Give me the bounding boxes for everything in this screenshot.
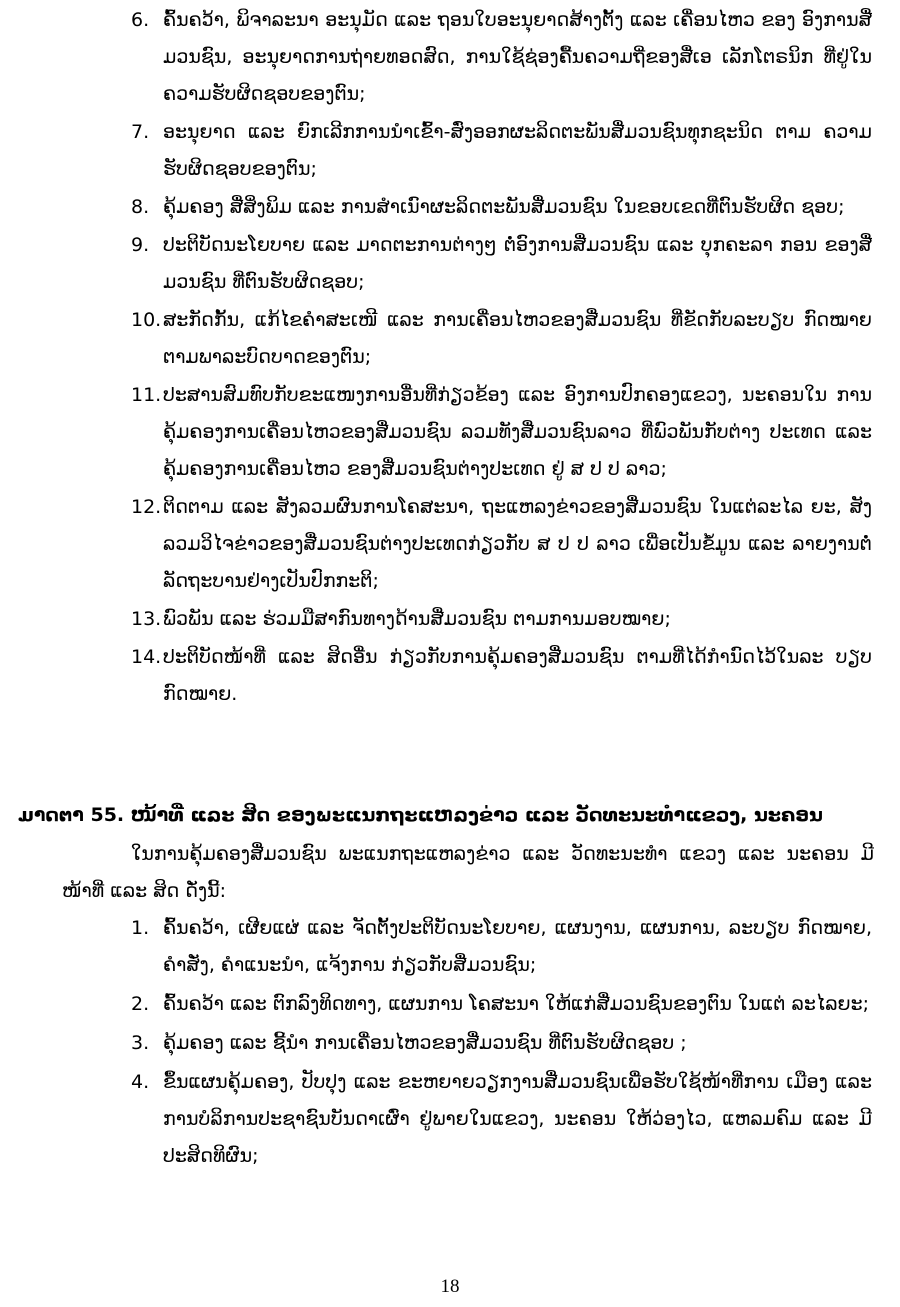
item-text: ປະຕິບັດນະໂຍບາຍ ແລະ ມາດຕະການຕ່າງໆ ຕໍ່ອົງການສື່ມວນຊົນ ແລະ ບຸກຄະລາ ກອນ ຂອງສື່ມວນຊົນ ທີ່ຕົນຮັບຜິດຊອບ; bbox=[163, 234, 872, 293]
item-number: 4. bbox=[131, 1071, 150, 1093]
item-number: 11. bbox=[131, 384, 162, 406]
list-item bbox=[0, 986, 900, 1023]
item-text: ຄົ້ນຄວ້າ ແລະ ຕົກລົງທິດທາງ, ແຜນການ ໂຄສະນາ ໃຫ້ແກ່ສື່ມວນຊົນຂອງຕົນ ໃນແຕ່ ລະໄລຍະ; bbox=[163, 993, 870, 1015]
page-number: 18 bbox=[440, 1276, 460, 1297]
item-number: 6. bbox=[131, 9, 150, 31]
list-item bbox=[0, 1025, 900, 1062]
item-number: 2. bbox=[131, 993, 150, 1015]
article-intro: ໃນການຄຸ້ມຄອງສື່ມວນຊົນ ພະແນກຖະແຫລງຂ່າວ ແລະ ວັດທະນະທຳ ແຂວງ ແລະ ນະຄອນ ມີໜ້າທີ່ ແລະ ສິດ ດັ່ງນີ້: bbox=[62, 843, 874, 902]
item-text: ຄຸ້ມຄອງ ແລະ ຊີ້ນຳ ການເຄື່ອນໄຫວຂອງສື່ມວນຊົນ ທີ່ຕົນຮັບຜິດຊອບ ; bbox=[163, 1032, 687, 1054]
item-text: ຄົ້ນຄວ້າ, ພິຈາລະນາ ອະນຸມັດ ແລະ ຖອນໃບອະນຸຍາດສ້າງຕັ້ງ ແລະ ເຄື່ອນໄຫວ ຂອງ ອົງການສື່ມວນຊົນ, ອະນຸຍາດການຖ່າຍທອດສົດ, ການໃຊ້ຊ່ອງຄື້ນຄວາມຖີ່ຂອງສື່ເອ ເລັກໂຕຣນິກ ທີ່ຢູ່ໃນຄວາມຮັບຜິດຊອບຂອງຕົນ; bbox=[163, 9, 872, 105]
item-number: 14. bbox=[131, 646, 162, 668]
item-text: ອະນຸຍາດ ແລະ ຍົກເລີກການນຳເຂົ້າ-ສົ່ງອອກຜະລິດຕະພັນສື່ມວນຊົນທຸກຊະນິດ ຕາມ ຄວາມຮັບຜິດຊອບຂອງຕົນ; bbox=[163, 121, 872, 180]
list-item bbox=[0, 302, 900, 376]
item-text: ຄຸ້ມຄອງ ສື່ສິ່ງພິມ ແລະ ການສຳເນົາຜະລິດຕະພັນສື່ມວນຊົນ ໃນຂອບເຂດທີ່ຕົນຮັບຜິດ ຊອບ; bbox=[163, 196, 845, 218]
list-item bbox=[0, 114, 900, 188]
item-number: 12. bbox=[131, 496, 162, 518]
list-item bbox=[0, 2, 900, 113]
item-number: 13. bbox=[131, 608, 162, 630]
item-number: 3. bbox=[131, 1032, 150, 1054]
list-item bbox=[0, 601, 900, 638]
list-item bbox=[0, 639, 900, 713]
list-item bbox=[0, 377, 900, 488]
item-number: 9. bbox=[131, 234, 150, 256]
item-text: ຕິດຕາມ ແລະ ສັງລວມຜົນການໂຄສະນາ, ຖະແຫລງຂ່າວຂອງສື່ມວນຊົນ ໃນແຕ່ລະໄລ ຍະ, ສັງລວມວິໄຈຂ່າວຂອງສື່ມວນຊົນຕ່າງປະເທດກ່ຽວກັບ ສ ປ ປ ລາວ ເພື່ອເປັນຂໍ້ມູນ ແລະ ລາຍງານຕໍ່ ລັດຖະບານຢ່າງເປັນປົກກະຕິ; bbox=[163, 496, 872, 592]
item-text: ປະຕິບັດໜ້າທີ່ ແລະ ສິດອື່ນ ກ່ຽວກັບການຄຸ້ມຄອງສື່ມວນຊົນ ຕາມທີ່ໄດ້ກຳນົດໄວ້ໃນລະ ບຽບກົດໝາຍ. bbox=[163, 646, 872, 705]
list-item bbox=[0, 227, 900, 301]
list-item bbox=[0, 910, 900, 984]
item-number: 8. bbox=[131, 196, 150, 218]
item-text: ປະສານສົມທົບກັບຂະແໜງການອື່ນທີ່ກ່ຽວຂ້ອງ ແລະ ອົງການປົກຄອງແຂວງ, ນະຄອນໃນ ການຄຸ້ມຄອງການເຄື່ອນໄຫວຂອງສື່ມວນຊົນ ລວມທັງສື່ມວນຊົນລາວ ທີ່ພົວພັນກັບຕ່າງ ປະເທດ ແລະ ຄຸ້ມຄອງການເຄື່ອນໄຫວ ຂອງສື່ມວນຊົນຕ່າງປະເທດ ຢູ່ ສ ປ ປ ລາວ; bbox=[163, 384, 872, 480]
list-item bbox=[0, 189, 900, 226]
item-text: ພົວພັນ ແລະ ຮ່ວມມືສາກົນທາງດ້ານສື່ມວນຊົນ ຕາມການມອບໝາຍ; bbox=[163, 608, 671, 630]
item-number: 7. bbox=[131, 121, 150, 143]
item-text: ຄົ້ນຄວ້າ, ເຜີຍແຜ່ ແລະ ຈັດຕັ້ງປະຕິບັດນະໂຍບາຍ, ແຜນງານ, ແຜນການ, ລະບຽບ ກົດໝາຍ, ຄຳສັ່ງ, ຄຳແນະນຳ, ແຈ້ງການ ກ່ຽວກັບສື່ມວນຊົນ; bbox=[163, 917, 872, 976]
item-number: 10. bbox=[131, 309, 162, 331]
list-item bbox=[0, 1064, 900, 1175]
list-item bbox=[0, 489, 900, 600]
duties-list-provincial bbox=[0, 910, 900, 1177]
item-number: 1. bbox=[131, 917, 150, 939]
item-text: ສະກັດກັ້ນ, ແກ້ໄຂຄຳສະເໜີ ແລະ ການເຄື່ອນໄຫວຂອງສື່ມວນຊົນ ທີ່ຂັດກັບລະບຽບ ກົດໝາຍ ຕາມພາລະບົດບາດຂອງຕົນ; bbox=[163, 309, 872, 368]
item-text: ຂຶ້ນແຜນຄຸ້ມຄອງ, ປັບປຸງ ແລະ ຂະຫຍາຍວຽກງານສື່ມວນຊົນເພື່ອຮັບໃຊ້ໜ້າທີ່ການ ເມືອງ ແລະການບໍລິການປະຊາຊົນບັນດາເຜົ່າ ຢູ່ພາຍໃນແຂວງ, ນະຄອນ ໃຫ້ວ່ອງໄວ, ແຫລມຄົມ ແລະ ມີປະສິດທິຜົນ; bbox=[163, 1071, 872, 1167]
duties-list-ministry bbox=[0, 2, 900, 714]
article-heading: ມາດຕາ 55. ໜ້າທີ່ ແລະ ສິດ ຂອງພະແນກຖະແຫລງຂ່າວ ແລະ ວັດທະນະທຳແຂວງ, ນະຄອນ bbox=[18, 804, 823, 826]
